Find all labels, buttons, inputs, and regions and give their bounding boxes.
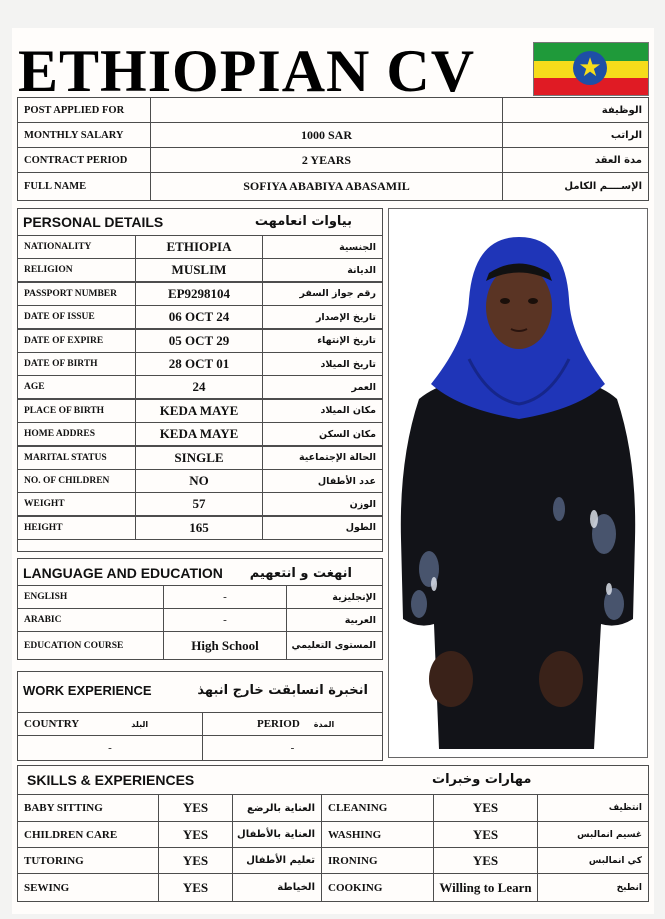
top-value-cell: 1000 SAR (150, 122, 503, 148)
candidate-photo (388, 208, 648, 758)
personal-value-cell: 06 OCT 24 (135, 305, 263, 329)
language-label-cell: EDUCATION COURSE (17, 631, 164, 660)
top-arabic-cell: الراتب (502, 122, 649, 148)
personal-value-cell: EP9298104 (135, 282, 263, 306)
skill-arabic-cell: انتظيف (537, 794, 649, 822)
skill-value-cell: YES (433, 821, 538, 848)
personal-arabic-cell: الديانة (262, 258, 383, 282)
language-arabic-cell: العربية (286, 608, 383, 632)
personal-value-cell: 28 OCT 01 (135, 352, 263, 376)
personal-value-cell: MUSLIM (135, 258, 263, 282)
work-period-label: PERIOD (257, 718, 300, 730)
personal-label-cell: HOME ADDRES (17, 422, 136, 446)
top-value-cell: 2 YEARS (150, 147, 503, 173)
language-education-heading: LANGUAGE AND EDUCATION (23, 565, 223, 581)
personal-value-cell: ETHIOPIA (135, 235, 263, 259)
personal-label-cell: NO. OF CHILDREN (17, 469, 136, 493)
skill-value-cell: YES (158, 847, 233, 874)
personal-label-cell: HEIGHT (17, 516, 136, 540)
personal-arabic-cell: رقم جواز السفر (262, 282, 383, 306)
top-label-cell: CONTRACT PERIOD (17, 147, 151, 173)
skill-label-cell: CLEANING (321, 794, 434, 822)
top-label-cell: FULL NAME (17, 172, 151, 201)
skill-value-cell: YES (158, 873, 233, 902)
personal-label-cell: PLACE OF BIRTH (17, 399, 136, 423)
skill-arabic-cell: العناية بالأطفال (232, 821, 322, 848)
skill-value-cell: YES (158, 794, 233, 822)
personal-label-cell: DATE OF BIRTH (17, 352, 136, 376)
personal-arabic-cell: تاريخ الإصدار (262, 305, 383, 329)
personal-value-cell: KEDA MAYE (135, 422, 263, 446)
skill-arabic-cell: تعليم الأطفال (232, 847, 322, 874)
personal-arabic-cell: الوزن (262, 492, 383, 516)
skill-arabic-cell: الخياطة (232, 873, 322, 902)
top-arabic-cell: مدة العقد (502, 147, 649, 173)
personal-arabic-cell: عدد الأطفال (262, 469, 383, 493)
work-country-value: - (17, 735, 203, 761)
skill-label-cell: CHILDREN CARE (17, 821, 159, 848)
personal-arabic-cell: مكان الميلاد (262, 399, 383, 423)
language-education-heading-ar: انهغت و انتعهيم (249, 565, 352, 581)
work-experience-heading-ar: انخبرة انسابقت خارج انبهذ (197, 682, 368, 698)
personal-value-cell: 24 (135, 375, 263, 399)
personal-label-cell: AGE (17, 375, 136, 399)
personal-arabic-cell: الحالة الإجتماعية (262, 446, 383, 470)
language-value-cell: - (163, 608, 287, 632)
personal-label-cell: WEIGHT (17, 492, 136, 516)
personal-value-cell: 57 (135, 492, 263, 516)
personal-value-cell: SINGLE (135, 446, 263, 470)
skill-label-cell: WASHING (321, 821, 434, 848)
skill-arabic-cell: غسيم انمالبس (537, 821, 649, 848)
personal-details-heading: PERSONAL DETAILS (23, 213, 164, 230)
personal-arabic-cell: تاريخ الإنتهاء (262, 329, 383, 353)
skill-label-cell: BABY SITTING (17, 794, 159, 822)
work-period-header (202, 712, 383, 736)
language-value-cell: High School (163, 631, 287, 660)
skills-heading: SKILLS & EXPERIENCES (27, 771, 195, 788)
skill-label-cell: COOKING (321, 873, 434, 902)
language-label-cell: ENGLISH (17, 585, 164, 609)
top-value-cell: SOFIYA ABABIYA ABASAMIL (150, 172, 503, 201)
personal-label-cell: DATE OF ISSUE (17, 305, 136, 329)
skill-arabic-cell: كي انمالبس (537, 847, 649, 874)
language-value-cell: - (163, 585, 287, 609)
personal-label-cell: DATE OF EXPIRE (17, 329, 136, 353)
language-label-cell: ARABIC (17, 608, 164, 632)
language-arabic-cell: المستوى التعليمي (286, 631, 383, 660)
personal-value-cell: 05 OCT 29 (135, 329, 263, 353)
personal-label-cell: NATIONALITY (17, 235, 136, 259)
work-experience-heading: WORK EXPERIENCE (23, 682, 152, 698)
personal-value-cell: NO (135, 469, 263, 493)
top-label-cell: MONTHLY SALARY (17, 122, 151, 148)
personal-details-heading-ar: بياوات انعامهت (254, 214, 352, 229)
top-label-cell: POST APPLIED FOR (17, 97, 151, 123)
personal-label-cell: MARITAL STATUS (17, 446, 136, 470)
skill-label-cell: IRONING (321, 847, 434, 874)
skill-value-cell: YES (433, 794, 538, 822)
skill-value-cell: YES (158, 821, 233, 848)
skill-label-cell: TUTORING (17, 847, 159, 874)
personal-arabic-cell: العمر (262, 375, 383, 399)
skill-arabic-cell: انطبخ (537, 873, 649, 902)
skill-value-cell: YES (433, 847, 538, 874)
work-period-label-ar: المدة (313, 719, 335, 729)
personal-label-cell: PASSPORT NUMBER (17, 282, 136, 306)
page-title: ETHIOPIAN CV (18, 38, 476, 104)
skill-arabic-cell: العناية بالرضع (232, 794, 322, 822)
language-arabic-cell: الإنجليزية (286, 585, 383, 609)
personal-arabic-cell: مكان السكن (262, 422, 383, 446)
ethiopia-flag-icon (533, 42, 649, 96)
top-value-cell (150, 97, 503, 123)
top-arabic-cell: الإســــم الكامل (502, 172, 649, 201)
skill-label-cell: SEWING (17, 873, 159, 902)
work-country-header (17, 712, 203, 736)
personal-arabic-cell: الجنسية (262, 235, 383, 259)
work-period-value: - (202, 735, 383, 761)
personal-value-cell: 165 (135, 516, 263, 540)
personal-value-cell: KEDA MAYE (135, 399, 263, 423)
work-country-label: COUNTRY (24, 718, 80, 730)
top-arabic-cell: الوظيفة (502, 97, 649, 123)
personal-arabic-cell: تاريخ الميلاد (262, 352, 383, 376)
work-country-label-ar: البلد (131, 719, 149, 729)
skill-value-cell: Willing to Learn (433, 873, 538, 902)
skills-heading-ar: مهارات وخبرات (432, 772, 532, 787)
personal-label-cell: RELIGION (17, 258, 136, 282)
star-icon: ★ (573, 51, 607, 85)
personal-arabic-cell: الطول (262, 516, 383, 540)
